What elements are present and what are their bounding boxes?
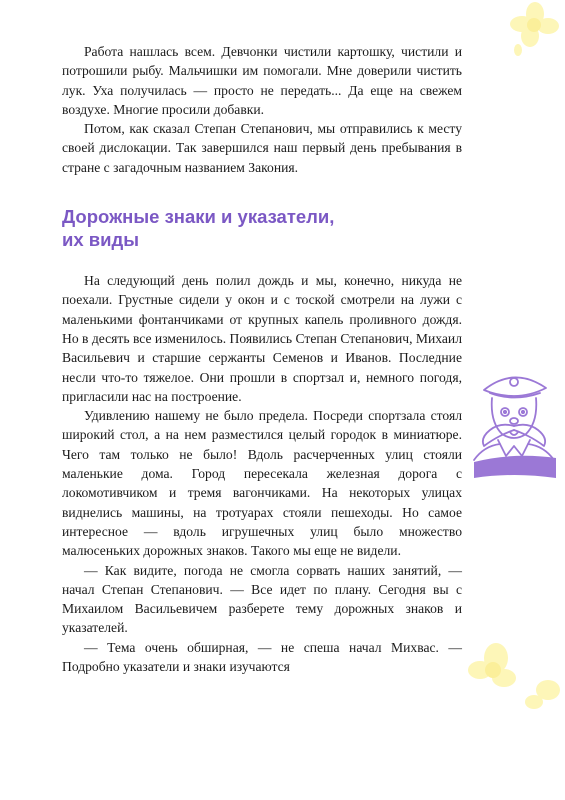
paragraph: Потом, как сказал Степан Степанович, мы отправились к месту своей дислокации. Так завершился наш первый день пребывания в стране с загадочным названием Закония. — [62, 121, 462, 175]
paragraph: Работа нашлась всем. Девчонки чистили картошку, чистили и потрошили рыбу. Мальчишки им помогали. Мне доверили чистить лук. Уха получилась — просто не передать... Да еще на свежем воздухе. Многие просили добавки. — [62, 44, 462, 117]
section-heading-line: их виды — [62, 229, 140, 251]
paragraph: На следующий день полил дождь и мы, конечно, никуда не поехали. Грустные сидели у окон и с тоской смотрели на лужи с маленькими фонтанчиками от крупных капель проливного дождя. Но в десять все изменилось. Появились Степан Степанович, Михаил Васильевич и старшие сержанты Семенов и Иванов. Последние несли что-то тяжелое. Они прошли в спортзал и, немного погодя, пригласили нас на построение. — [62, 273, 462, 404]
paragraph: — Как видите, погода не смогла сорвать наших занятий, — начал Степан Степанович. — Все идет по плану. Сегодня вы с Михаилом Васильевичем разберете тему дорожных знаков и указателей. — [62, 562, 462, 636]
portrait-caption: Степанов — [478, 490, 550, 513]
yellow-flower-decoration-top — [500, 0, 565, 60]
paragraph: Удивлению нашему не было предела. Посреди спортзала стоял широкий стол, а на нем разместился целый городок в миниатюре. Чего там только не было! Вдоль расчерченных улиц стояли маленькие дома. Город пересекала железная дорога с локомотивчиком и тремя вагончиками. На некоторых улицах виднелись машины, на тротуарах стояли пешеходы. Но самое интересное — вдоль игрушечных улиц было множество малюсеньких дорожных знаков. Такого мы еще не видели. — [62, 408, 462, 559]
section-heading-line: Дорожные знаки и указатели, — [62, 206, 335, 228]
text-column — [62, 42, 462, 676]
section-heading — [62, 205, 462, 251]
paragraph: — Тема очень обширная, — не спеша начал Михвас. — Подробно указатели и знаки изучаются — [62, 639, 462, 675]
officer-portrait-icon — [470, 360, 558, 478]
yellow-flower-decoration-bottom — [468, 630, 565, 720]
